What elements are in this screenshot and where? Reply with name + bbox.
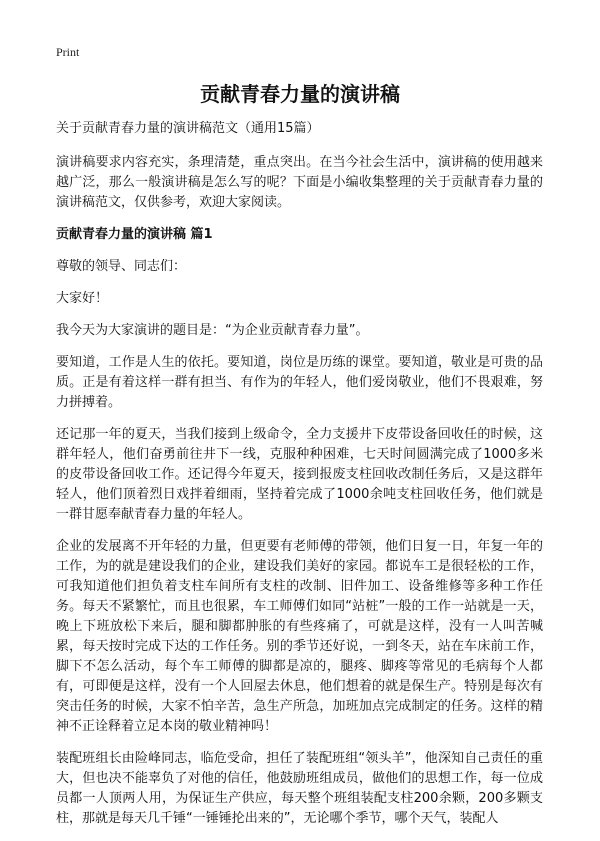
- paragraph-body: 装配班组长由险峰同志，临危受命，担任了装配班组“领头羊”，他深知自己责任的重大，但也决不能辜负了对他的信任，他鼓励班组成员，做他们的思想工作，每一位成员都一人顶两人用，为保证生产供应，每天整个班组装配支柱200余颗，200多颗支柱，那就是每天几千锤“一锤锤抡出来的”，无论哪个季节，哪个天气，装配人: [56, 751, 543, 826]
- document-subtitle: 关于贡献青春力量的演讲稿范文（通用15篇）: [56, 121, 320, 136]
- print-label: Print: [56, 45, 80, 59]
- document-content: [56, 119, 543, 841]
- paragraph-body: 还记那一年的夏天，当我们接到上级命令，全力支援井下皮带设备回收任的时候，这群年轻人，他们奋勇前往井下一线，克服种种困难，七天时间圆满完成了1000多米的皮带设备回收工作。还记得今年夏天，接到报废支柱回收改制任务后，又是这群年轻人，他们顶着烈日戏拌着细雨，坚持着完成了1000余吨支柱回收任务，他们就是一群甘愿奉献青春力量的年轻人。: [56, 427, 543, 522]
- paragraph-topic: 我今天为大家演讲的题目是：“为企业贡献青春力量”。: [56, 323, 369, 338]
- section-heading: 贡献青春力量的演讲稿 篇1: [56, 227, 213, 242]
- intro-paragraph: 演讲稿要求内容充实，条理清楚，重点突出。在当今社会生活中，演讲稿的使用越来越广泛，那么一般演讲稿是怎么写的呢？下面是小编收集整理的关于贡献青春力量的演讲稿范文，仅供参考，欢迎大家阅读。: [56, 155, 543, 210]
- paragraph-body: 要知道，工作是人生的依托。要知道，岗位是历练的课堂。要知道，敬业是可贵的品质。正是有着这样一群有担当、有作为的年轻人，他们爱岗敬业，他们不畏艰难，努力拼搏着。: [56, 355, 543, 410]
- paragraph-salutation: 尊敬的领导、同志们：: [56, 259, 187, 274]
- document-title: 贡献青春力量的演讲稿: [200, 82, 400, 106]
- paragraph-greeting: 大家好！: [56, 291, 109, 306]
- paragraph-body: 企业的发展离不开年轻的力量，但更要有老师傅的带领，他们日复一日，年复一年的工作，为的就是建设我们的企业，建设我们美好的家园。都说车工是很轻松的工作，可我知道他们担负着支柱车间所有支柱的改制、旧件加工、设备维修等多种工作任务。每天不紧繁忙，而且也很累，车工师傅们如同“站桩”一般的工作一站就是一天，晚上下班放松下来后，腿和脚都肿胀的有些疼痛了，可就是这样，没有一人叫苦喊累，每天按时完成下达的工作任务。别的季节还好说，一到冬天，站在车床前工作，脚下不怎么活动，每个车工师傅的脚都是凉的，腿疼、脚疼等常见的毛病每个人都有，可即便是这样，没有一个人回屋去休息，他们想着的就是保生产。特别是每次有突击任务的时候，大家不怕辛苦，急生产所急，加班加点完成制定的任务。这样的精神不正诠释着立足本岗的敬业精神吗！: [56, 539, 543, 734]
